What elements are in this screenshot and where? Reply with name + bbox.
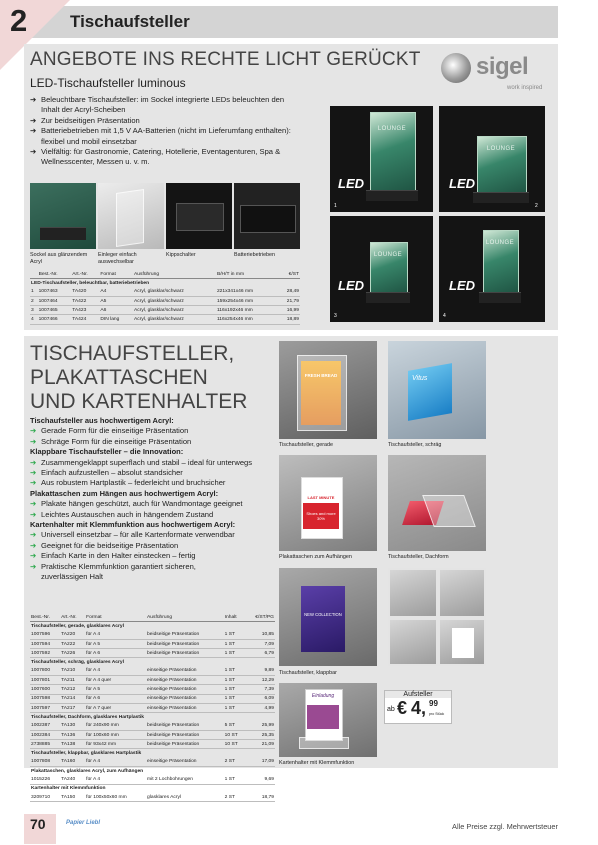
cell: 25,35 (245, 730, 275, 739)
photo-poster-pocket (279, 455, 377, 551)
cell: TA214 (60, 694, 85, 703)
cell: TA211 (60, 676, 85, 685)
table-header-row (30, 270, 300, 279)
step-photo-shape (440, 620, 484, 664)
caption: Kartenhalter mit Klemmfunktion (279, 760, 355, 766)
cell: 10,85 (245, 631, 275, 640)
headline-line: PLAKATTASCHEN (30, 366, 208, 389)
cell: TA226 (60, 649, 85, 658)
cell: A6 (99, 306, 133, 315)
table-body (30, 622, 275, 802)
table-group-row (30, 279, 300, 288)
caption: Tischaufsteller, gerade (279, 442, 334, 448)
group-title: Tischaufsteller, klappbar, glasklares Hartplastik (31, 751, 142, 757)
cell: für A 4 (85, 667, 146, 676)
cell: 4,99 (245, 703, 275, 712)
cell: 4 (30, 315, 38, 324)
table-group-row (30, 749, 275, 758)
led-tile-1 (330, 106, 433, 212)
cell: TA136 (60, 730, 85, 739)
cell: TA424 (71, 315, 99, 324)
table-header-row (30, 613, 275, 622)
chapter-number: 2 (10, 3, 28, 38)
cell: für A 4 (85, 631, 146, 640)
detail-photo-switch (166, 183, 232, 249)
cell: 116x192x46 mm (216, 306, 277, 315)
table-row (30, 676, 275, 685)
price-prefix: ab (387, 706, 395, 713)
card-image-shape (307, 705, 339, 729)
column-header: Ausführung (146, 613, 224, 622)
cell: TA423 (71, 306, 99, 315)
cell: 9,89 (245, 667, 275, 676)
cell: 1007464 (38, 296, 72, 305)
headline-line: UND KARTENHALTER (30, 390, 248, 413)
detail-photo-base (30, 183, 96, 249)
led-label: LED (449, 176, 475, 191)
cell: 1015226 (30, 775, 60, 784)
cell: beidseitige Präsentation (146, 639, 224, 648)
cell: TA160 (60, 758, 85, 767)
cell: 1007463 (38, 288, 72, 297)
bullet-list (30, 530, 275, 582)
cell: 1007597 (30, 703, 60, 712)
cell: beidseitige Präsentation (146, 631, 224, 640)
cell: 1007808 (30, 758, 60, 767)
led-label: LED (449, 278, 475, 293)
footer-logo: Papier Liebl (66, 820, 101, 826)
price-cents: 99 (429, 699, 438, 708)
caption: Tischaufsteller, Dachform (388, 554, 449, 560)
price-currency: € (397, 698, 408, 718)
group-title: LED-Tischaufsteller, beleuchtbar, batteriebetrieben (31, 280, 150, 286)
cell: für A 4 (85, 775, 146, 784)
led-label: LED (338, 176, 364, 191)
switch-housing-shape (176, 203, 224, 231)
column-header: €/ST (277, 270, 300, 279)
sign-text: LOUNGE (377, 126, 407, 132)
cell: einseitige Präsentation (146, 667, 224, 676)
cell: 221x341x46 mm (216, 288, 277, 297)
caption: Sockel aus glänzendem Acryl (30, 252, 88, 265)
sign-text: LOUNGE (486, 146, 516, 152)
cell: Acryl, glasklar/schwarz (133, 296, 216, 305)
list-item: ➔ Leichtes Austauschen auch in hängendem Zustand (30, 510, 275, 520)
cell: 1 ST (224, 639, 246, 648)
list-item: ➔ Zur beidseitigen Präsentation (30, 116, 298, 126)
cell: Acryl, glasklar/schwarz (133, 315, 216, 324)
cell: TA220 (60, 631, 85, 640)
column-header: Ausführung (133, 270, 216, 279)
price-whole: 4, (411, 698, 427, 718)
cell: 1 ST (224, 694, 246, 703)
cell: 7,09 (245, 639, 275, 648)
cell: 18,89 (277, 315, 300, 324)
cell: 1007598 (30, 694, 60, 703)
poster-text: NEW COLLECTION (304, 612, 342, 617)
cell: 1007592 (30, 649, 60, 658)
list-item: ➔ Zusammengeklappt superflach und stabil – ideal für unterwegs (30, 458, 275, 468)
cell: beidseitige Präsentation (146, 740, 224, 749)
caption: Tischaufsteller, klappbar (279, 670, 337, 676)
table-row (30, 288, 300, 297)
cell: 12,29 (245, 676, 275, 685)
cell: 1 ST (224, 685, 246, 694)
table-group-row (30, 767, 275, 776)
list-item: ➔ Batteriebetrieben mit 1,5 V AA-Batterien (nicht im Lieferumfang enthalten): flexibel und mobil einsetzbar (30, 126, 298, 147)
tile-number: 2 (535, 203, 538, 209)
led-product-table (30, 270, 300, 325)
table-group-row (30, 658, 275, 667)
cell: beidseitige Präsentation (146, 649, 224, 658)
section2-feature-blocks (30, 416, 275, 583)
cell: 1007800 (30, 667, 60, 676)
table-row (30, 649, 275, 658)
led-tile-4 (439, 216, 545, 322)
table-row (30, 685, 275, 694)
column-header: Best.-Nr. (38, 270, 72, 279)
bullet-list (30, 426, 275, 447)
cell: 1002387 (30, 722, 60, 731)
cell: für A 6 (85, 694, 146, 703)
section1-headline: ANGEBOTE INS RECHTE LICHT GERÜCKT (30, 49, 421, 70)
group-title: Tischaufsteller, gerade, glasklares Acryl (31, 623, 124, 629)
poster-text: LAST MINUTE (307, 495, 335, 500)
cell: TA217 (60, 703, 85, 712)
table-row (30, 775, 275, 784)
cell: glasklares Acryl (146, 793, 224, 802)
sign-panel-shape (477, 136, 527, 194)
cell: für A 7 quer (85, 703, 146, 712)
bullet-list (30, 499, 275, 520)
cell: 18,79 (245, 793, 275, 802)
price-label: Aufsteller (385, 691, 451, 698)
group-title: Kartenhalter mit Klemmfunktion (31, 786, 106, 792)
column-header (30, 270, 38, 279)
list-item: ➔ Einfach aufzustellen – absolut standsicher (30, 468, 275, 478)
column-header: Inhalt (224, 613, 246, 622)
battery-compartment-shape (240, 205, 296, 233)
cell: 6,09 (245, 694, 275, 703)
cell: 16,99 (277, 306, 300, 315)
block-title: Kartenhalter mit Klemmfunktion aus hochwertigem Acryl: (30, 520, 236, 530)
column-header: Art.-Nr. (71, 270, 99, 279)
price-value (385, 698, 451, 720)
table-row (30, 703, 275, 712)
cell: beidseitige Präsentation (146, 730, 224, 739)
led-tile-3 (330, 216, 433, 322)
table-row (30, 667, 275, 676)
table-group-row (30, 784, 275, 793)
tile-number: 3 (334, 313, 337, 319)
cell: TA138 (60, 740, 85, 749)
cell: 2738885 (30, 740, 60, 749)
cell: 1 ST (224, 667, 246, 676)
cell: einseitige Präsentation (146, 703, 224, 712)
holder-base-shape (299, 737, 349, 749)
detail-photo-insert (98, 183, 164, 249)
column-header: B/H/T in mm (216, 270, 277, 279)
section2-headline (30, 342, 247, 414)
table-row (30, 722, 275, 731)
led-base-shape (473, 192, 529, 203)
brand-name: sigel (476, 53, 529, 80)
tile-number: 4 (443, 313, 446, 319)
acrylic-base-shape (40, 227, 86, 240)
cell: TA240 (60, 775, 85, 784)
cell: DIN lang (99, 315, 133, 324)
cell: 25,99 (245, 722, 275, 731)
table-group-row (30, 622, 275, 631)
cell: 1007600 (30, 685, 60, 694)
cell: Acryl, glasklar/schwarz (133, 306, 216, 315)
group-title: Tischaufsteller, Dachform, glasklares Hartplastik (31, 714, 144, 720)
section1-subheadline: LED-Tischaufsteller luminous (30, 76, 186, 90)
cell: einseitige Präsentation (146, 758, 224, 767)
cell: 5 ST (224, 722, 246, 731)
group-title: Plakattaschen, glasklares Acryl, zum Aufhängen (31, 768, 144, 774)
page-number: 70 (30, 816, 46, 832)
photo-folding-steps (388, 568, 486, 666)
cell: einseitige Präsentation (146, 685, 224, 694)
price-unit: pro Stück (429, 712, 445, 716)
table-row (30, 639, 275, 648)
sign-text: LOUNGE (373, 252, 403, 258)
card-text: Einladung (311, 693, 335, 699)
table-row (30, 730, 275, 739)
block-title: Klappbare Tischaufsteller – die Innovation: (30, 447, 184, 457)
cell: 2 ST (224, 793, 246, 802)
cell: 3209710 (30, 793, 60, 802)
photo-display-foldable (279, 568, 377, 666)
table-row (30, 306, 300, 315)
footer-note: Alle Preise zzgl. Mehrwertsteuer (452, 822, 558, 831)
cell: 9,69 (245, 775, 275, 784)
cell: 1 ST (224, 649, 246, 658)
cell: Acryl, glasklar/schwarz (133, 288, 216, 297)
cell: TA150 (60, 793, 85, 802)
cell: 1007594 (30, 639, 60, 648)
table-row (30, 758, 275, 767)
step-photo-shape (390, 620, 436, 664)
cell: 17,09 (245, 758, 275, 767)
acrylic-frame-shape (297, 355, 347, 431)
table-row (30, 694, 275, 703)
table-row (30, 740, 275, 749)
list-item: ➔ Aus robustem Hartplastik – federleicht und bruchsicher (30, 478, 275, 488)
sign-panel-shape (370, 112, 416, 192)
cell: für A 4 (85, 758, 146, 767)
list-item: ➔ Schräge Form für die einseitige Präsentation (30, 437, 275, 447)
cell: 1 ST (224, 775, 246, 784)
photo-display-tent (388, 455, 486, 551)
cell: für 100x60 mm (85, 730, 146, 739)
cell: 2 (30, 296, 38, 305)
caption: Kippschalter (166, 252, 196, 258)
cell: 1007596 (30, 631, 60, 640)
acrylic-sheet-shape (116, 189, 144, 247)
cell: 1 ST (224, 676, 246, 685)
tile-number: 1 (334, 203, 337, 209)
block-title: Tischaufsteller aus hochwertigem Acryl: (30, 416, 174, 425)
sheet-shape (452, 628, 474, 658)
sign-text: LOUNGE (485, 240, 515, 246)
group-title: Tischaufsteller, schräg, glasklares Acryl (31, 660, 124, 666)
price-badge (384, 690, 452, 724)
led-base-shape (366, 190, 418, 201)
step-photo-shape (440, 570, 484, 616)
cell: für A 5 (85, 639, 146, 648)
photo-card-holder (279, 683, 377, 757)
led-label: LED (338, 278, 364, 293)
cell: 1007466 (38, 315, 72, 324)
table-row (30, 631, 275, 640)
poster-shape (301, 586, 345, 652)
detail-photo-battery (234, 183, 300, 249)
cell: TA212 (60, 685, 85, 694)
cell: einseitige Präsentation (146, 694, 224, 703)
cell: A4 (99, 288, 133, 297)
cell: 116x254x46 mm (216, 315, 277, 324)
photo-display-straight (279, 341, 377, 439)
cell: 6,79 (245, 649, 275, 658)
led-tile-2 (439, 106, 545, 212)
cell: 1007801 (30, 676, 60, 685)
cell: 10 ST (224, 730, 246, 739)
cell: 7,39 (245, 685, 275, 694)
list-item: ➔ Vielfältig: für Gastronomie, Catering, Hotellerie, Eventagenturen, Spa & Wellnesscenter, Messen u. v. m. (30, 147, 298, 168)
page-title: Tischaufsteller (70, 12, 190, 31)
sigel-logo-icon (441, 53, 471, 83)
block-title: Plakattaschen zum Hängen aus hochwertigem Acryl: (30, 488, 219, 498)
cell: 1 ST (224, 703, 246, 712)
cell: A5 (99, 296, 133, 305)
cell: TA420 (71, 288, 99, 297)
table-row (30, 793, 275, 802)
cell: einseitige Präsentation (146, 676, 224, 685)
cell: 10 ST (224, 740, 246, 749)
caption: Plakattaschen zum Aufhängen (279, 554, 352, 560)
cell: für A 4 quer (85, 676, 146, 685)
cell: für A 6 (85, 649, 146, 658)
cell: 21,09 (245, 740, 275, 749)
brand-tagline: work inspired (507, 85, 543, 91)
bullet-list (30, 458, 275, 489)
photo-display-slanted (388, 341, 486, 439)
cell: 3 (30, 306, 38, 315)
poster-text: FRESH BREAD (304, 373, 338, 378)
cell: 1 (30, 288, 38, 297)
cell: beidseitige Präsentation (146, 722, 224, 731)
cell: 1007465 (38, 306, 72, 315)
table-group-row (30, 713, 275, 722)
caption: Batteriebetrieben (234, 252, 276, 258)
cell: TA130 (60, 722, 85, 731)
cell: TA422 (71, 296, 99, 305)
cell: 28,49 (277, 288, 300, 297)
column-header: Format (99, 270, 133, 279)
poster-text: Shoes and more 30% (306, 511, 336, 521)
cell: für 100x50x60 mm (85, 793, 146, 802)
cell: für A 5 (85, 685, 146, 694)
cell: für 240x90 mm (85, 722, 146, 731)
sign-panel-shape (370, 242, 408, 294)
list-item: ➔ Beleuchtbare Tischaufsteller: im Sockel integrierte LEDs beleuchten den Inhalt der Acryl-Scheiben (30, 95, 298, 116)
step-photo-shape (390, 570, 436, 616)
cell: mit 2 Lochbohrungen (146, 775, 224, 784)
cell: 159x254x46 mm (216, 296, 277, 305)
headline-line: TISCHAUFSTELLER, (30, 342, 235, 365)
column-header: Best.-Nr. (30, 613, 60, 622)
cell: für 93x42 mm (85, 740, 146, 749)
cell: 1002384 (30, 730, 60, 739)
led-base-shape (366, 292, 410, 303)
column-header: Art.-Nr. (60, 613, 85, 622)
led-base-shape (479, 292, 521, 303)
list-item: ➔ Einfach Karte in den Halter einstecken – fertig (30, 551, 275, 561)
list-item: ➔ Geeignet für die beidseitige Präsentation (30, 541, 275, 551)
list-item: ➔ Gerade Form für die einseitige Präsentation (30, 426, 275, 436)
poster-shape (408, 363, 452, 421)
caption: Einleger einfach auswechselbar (98, 252, 137, 265)
list-item: ➔ Plakate hängen geschützt, auch für Wandmontage geeignet (30, 499, 275, 509)
list-item: ➔ Universell einsetzbar – für alle Kartenformate verwendbar (30, 530, 275, 540)
column-header: €/ST/PG (245, 613, 275, 622)
cell: TA222 (60, 639, 85, 648)
section1-bullets (30, 95, 298, 168)
column-header: Format (85, 613, 146, 622)
caption: Tischaufsteller, schräg (388, 442, 442, 448)
cell: 1 ST (224, 631, 246, 640)
cell: TA210 (60, 667, 85, 676)
cell: 2 ST (224, 758, 246, 767)
poster-text: Vitus (412, 375, 428, 382)
table-row (30, 315, 300, 324)
table-row (30, 296, 300, 305)
display-product-table (30, 613, 275, 802)
cell: 21,79 (277, 296, 300, 305)
list-item: ➔ Praktische Klemmfunktion garantiert sicheren, zuverlässigen Halt (30, 562, 211, 583)
